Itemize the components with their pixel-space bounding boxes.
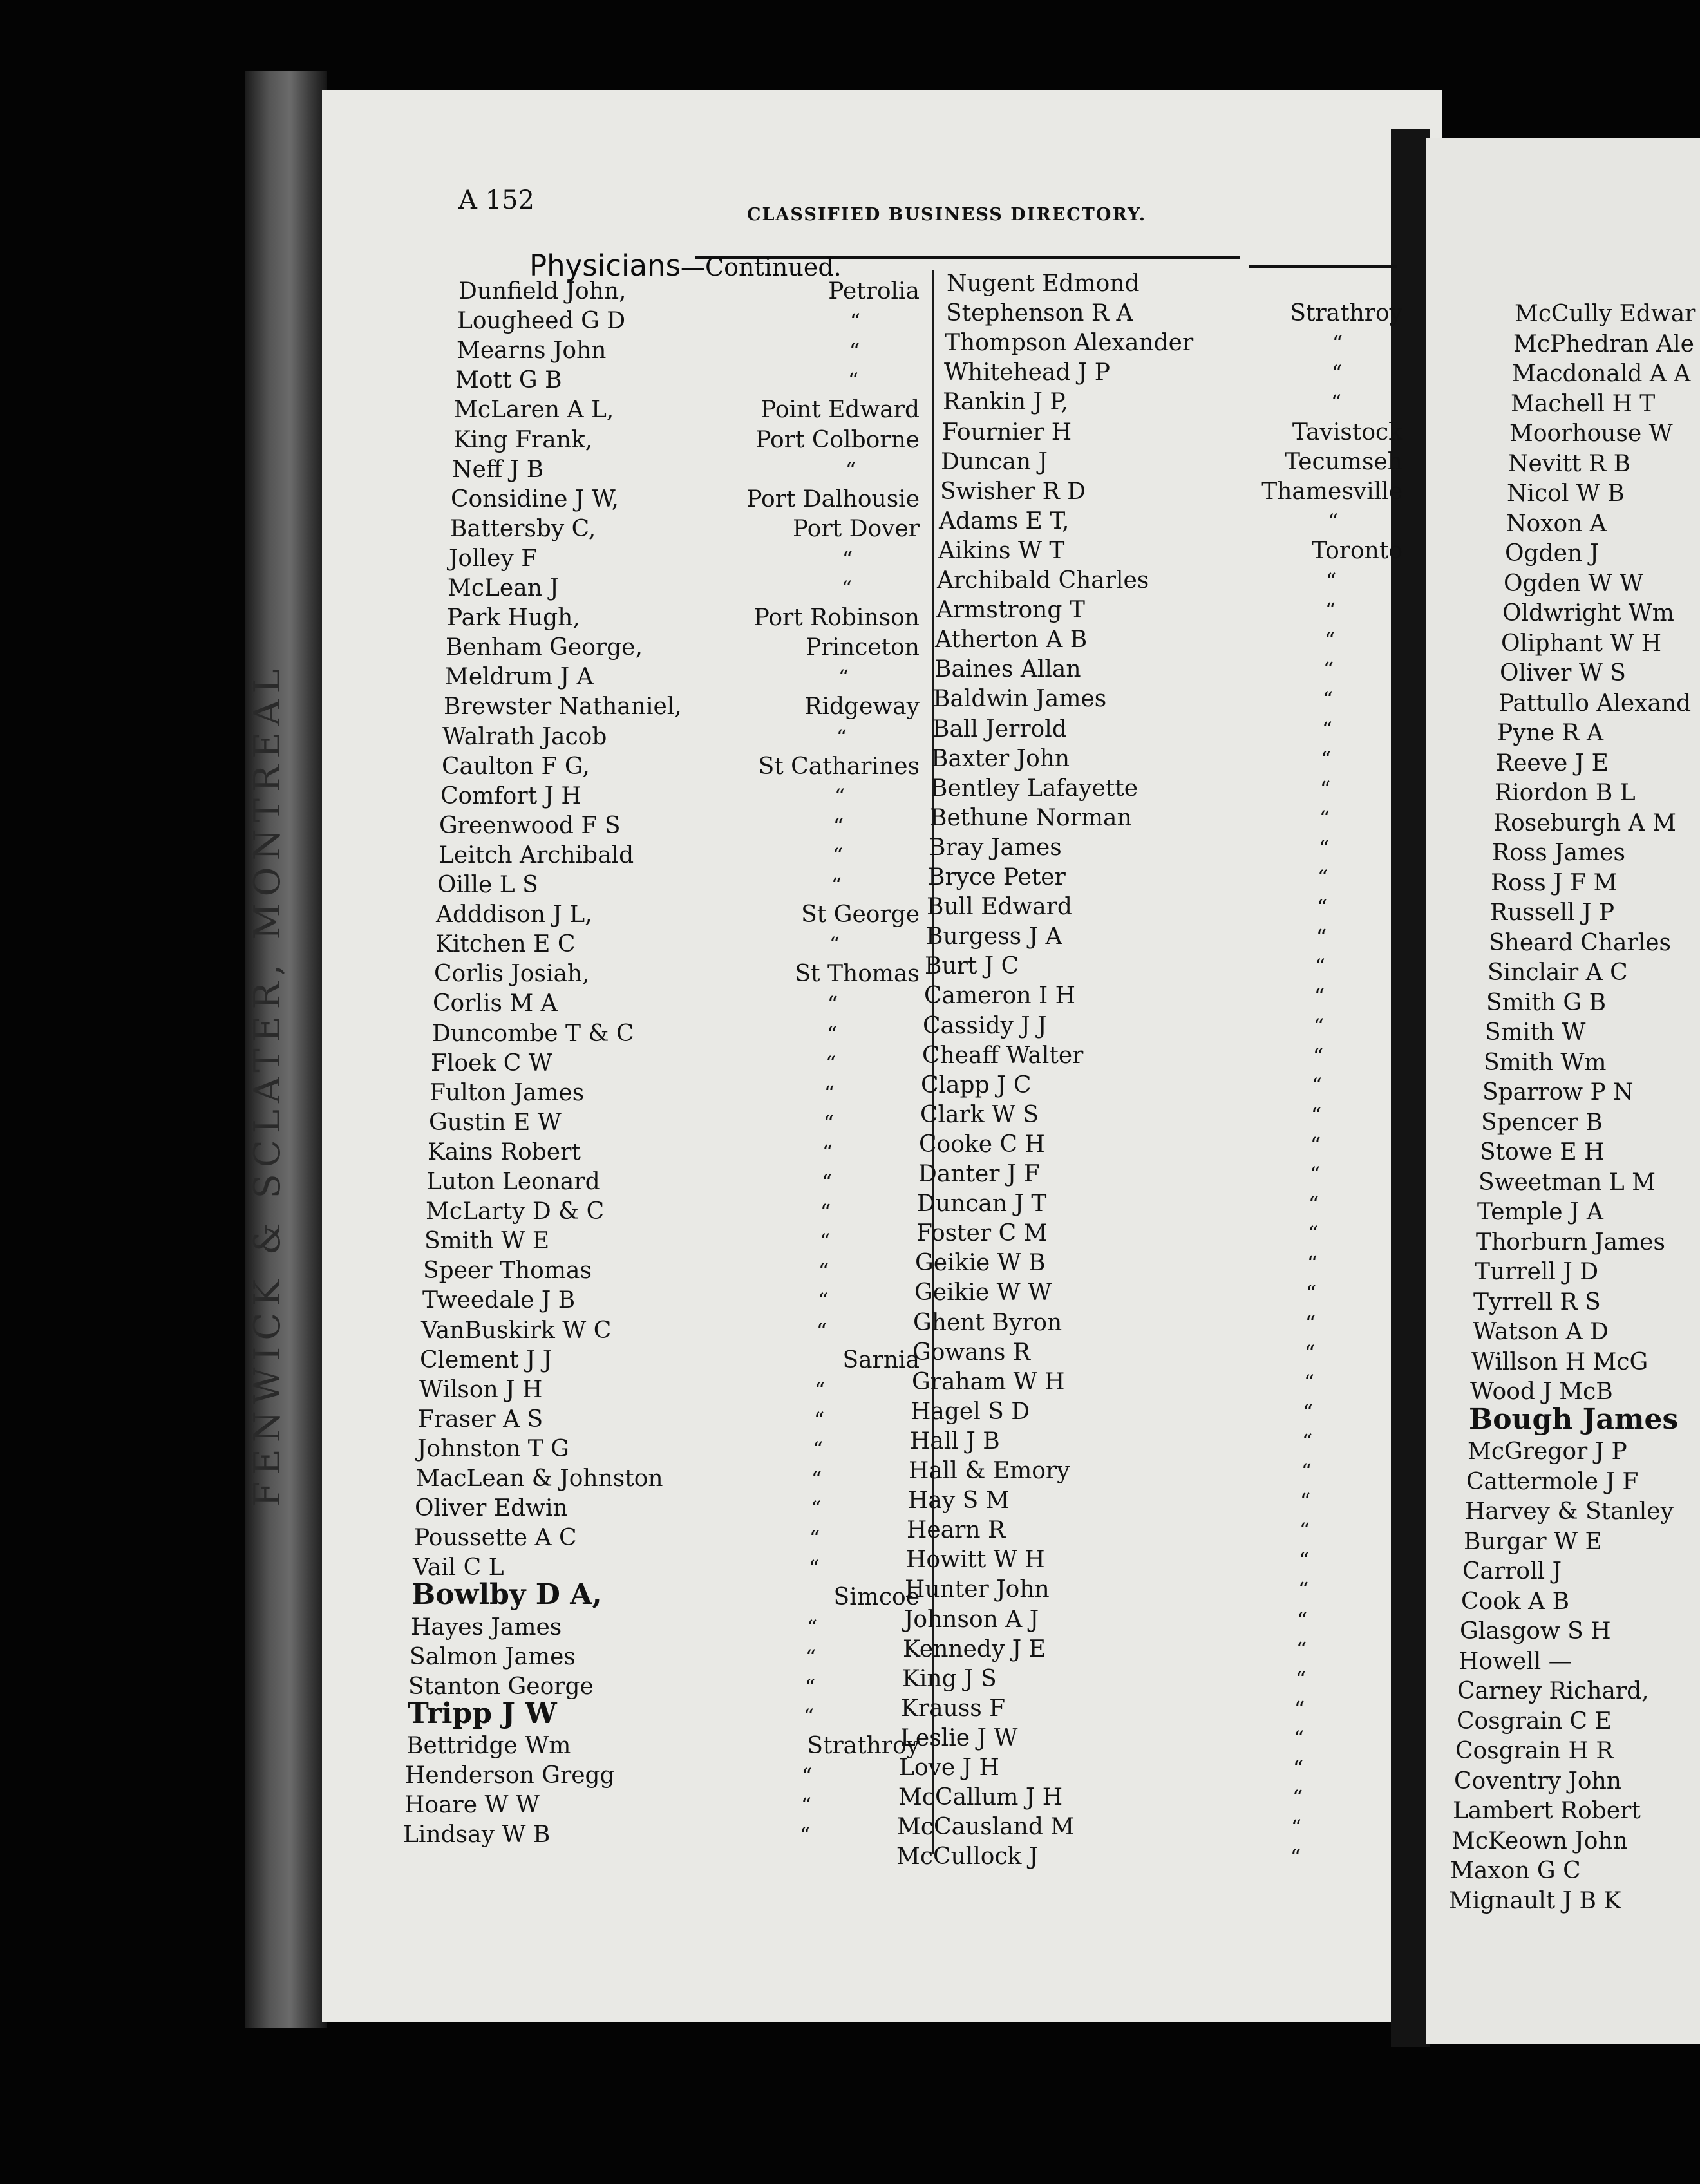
listing-name: Geikie W W — [914, 1279, 1052, 1306]
listing-name: McLarty D & C — [426, 1198, 605, 1225]
ditto-mark: “ — [813, 1407, 825, 1432]
listing-name: Carroll J — [1462, 1558, 1562, 1585]
ditto-mark: “ — [847, 368, 859, 393]
listing-name: Nugent Edmond — [947, 270, 1140, 297]
listing-name: Nicol W B — [1507, 480, 1625, 507]
listing-location: Port Dalhousie — [746, 486, 920, 513]
listing-name: Baines Allan — [934, 656, 1081, 682]
ditto-mark: “ — [1299, 1489, 1311, 1513]
listing-name: Rankin J P, — [943, 389, 1068, 415]
listing-name: Ross J F M — [1491, 870, 1618, 896]
listing-name: Krauss F — [901, 1695, 1006, 1722]
listing-name: Bull Edward — [927, 894, 1072, 920]
ditto-mark: “ — [1322, 687, 1334, 711]
listing-name: Reeve J E — [1496, 750, 1609, 777]
listing-name: Baldwin James — [933, 686, 1107, 712]
listing-name: Cassidy J J — [923, 1013, 1047, 1039]
listing-name: Bryce Peter — [928, 864, 1066, 890]
listing-location: St Catharines — [758, 753, 920, 780]
listing-location: St Thomas — [795, 961, 920, 987]
listing-name: Hunter John — [905, 1576, 1050, 1603]
listing-name: Cooke C H — [919, 1131, 1045, 1158]
listing-name: Bowlby D A, — [411, 1578, 602, 1611]
ditto-mark: “ — [833, 814, 844, 838]
listing-name: Gustin E W — [429, 1109, 562, 1136]
listing-name: Riordon B L — [1495, 780, 1636, 806]
ditto-mark: “ — [1302, 1400, 1314, 1424]
listing-name: Temple J A — [1477, 1199, 1603, 1225]
ditto-mark: “ — [1298, 1577, 1309, 1602]
listing-location: Toronto — [1311, 538, 1402, 564]
listing-name: Oliver W S — [1500, 660, 1626, 686]
listing-name: Hayes James — [411, 1614, 562, 1641]
ditto-mark: “ — [812, 1437, 824, 1462]
listing-name: Sinclair A C — [1488, 959, 1628, 986]
ditto-mark: “ — [801, 1764, 813, 1788]
page-number: A 152 — [458, 185, 534, 215]
listing-location: Princeton — [806, 634, 920, 661]
listing-location: Sarnia — [842, 1347, 920, 1373]
page-header-title: CLASSIFIED BUSINESS DIRECTORY. — [747, 205, 1147, 225]
ditto-mark: “ — [804, 1675, 816, 1699]
ditto-mark: “ — [1293, 1726, 1305, 1751]
listing-location: Port Colborne — [755, 427, 920, 453]
listing-location: Simcoe — [833, 1584, 920, 1610]
listing-name: Archibald Charles — [937, 567, 1149, 594]
listing-name: Russell J P — [1490, 899, 1615, 926]
listing-name: Mott G B — [455, 367, 562, 393]
listing-name: Thorburn James — [1476, 1229, 1665, 1256]
listing-name: Cheaff Walter — [922, 1042, 1084, 1069]
listing-name: Jolley F — [449, 545, 538, 572]
listing-name: Meldrum J A — [445, 664, 594, 690]
ditto-mark: “ — [1314, 984, 1325, 1008]
ditto-mark: “ — [806, 1615, 818, 1640]
listing-location: Thamesville — [1261, 478, 1402, 505]
listing-name: Ghent Byron — [913, 1310, 1062, 1336]
listing-location: Tecumseh — [1285, 449, 1402, 475]
listing-location: Petrolia — [828, 278, 920, 305]
listing-name: Lambert Robert — [1453, 1798, 1641, 1824]
listing-location: Strathroy — [1290, 300, 1402, 326]
listing-name: MacLean & Johnston — [416, 1465, 663, 1492]
listing-name: Greenwood F S — [439, 813, 621, 839]
listing-name: Smith Wm — [1484, 1050, 1607, 1076]
listing-name: Geikie W B — [915, 1250, 1046, 1276]
listing-name: Nevitt R B — [1508, 451, 1631, 477]
listing-name: Clark W S — [920, 1102, 1039, 1128]
header-rule-right — [1249, 265, 1397, 268]
listing-name: McPhedran Ale — [1513, 331, 1694, 357]
ditto-mark: “ — [810, 1496, 822, 1521]
listing-name: Duncan J T — [917, 1191, 1047, 1217]
listing-name: Clement J J — [420, 1347, 552, 1373]
ditto-mark: “ — [823, 1111, 835, 1135]
listing-name: Hay S M — [908, 1487, 1010, 1514]
ditto-mark: “ — [809, 1526, 820, 1550]
listing-name: Tweedale J B — [422, 1287, 576, 1313]
ditto-mark: “ — [1296, 1608, 1308, 1632]
ditto-mark: “ — [1304, 1341, 1316, 1365]
listing-name: Hagel S D — [911, 1398, 1030, 1425]
listing-name: Love J H — [899, 1755, 999, 1781]
ditto-mark: “ — [817, 1288, 829, 1313]
ditto-mark: “ — [1313, 1014, 1325, 1039]
ditto-mark: “ — [841, 576, 853, 601]
listing-name: Battersby C, — [450, 516, 596, 542]
listing-name: Bentley Lafayette — [930, 775, 1138, 802]
listing-name: Howell — — [1459, 1648, 1572, 1675]
ditto-mark: “ — [1305, 1281, 1317, 1305]
ditto-mark: “ — [849, 309, 861, 334]
listing-name: Hall J B — [910, 1428, 1000, 1454]
listing-name: McCullock J — [896, 1843, 1039, 1870]
listing-name: Kennedy J E — [903, 1636, 1046, 1662]
listing-name: Comfort J H — [440, 783, 581, 809]
ditto-mark: “ — [1310, 1133, 1321, 1157]
listing-name: Harvey & Stanley — [1465, 1498, 1674, 1525]
ditto-mark: “ — [1310, 1103, 1322, 1127]
listing-name: Corlis Josiah, — [434, 961, 590, 987]
ditto-mark: “ — [845, 458, 856, 482]
listing-name: Leitch Archibald — [439, 842, 634, 869]
ditto-mark: “ — [1311, 1073, 1323, 1098]
listing-name: Brewster Nathaniel, — [444, 693, 682, 720]
ditto-mark: “ — [824, 1081, 835, 1106]
listing-name: Sparrow P N — [1482, 1079, 1634, 1106]
listing-name: Carney Richard, — [1457, 1678, 1649, 1704]
listing-name: Watson A D — [1473, 1319, 1609, 1345]
listing-name: Mearns John — [457, 337, 607, 364]
ditto-mark: “ — [1321, 717, 1333, 742]
ditto-mark: “ — [1301, 1429, 1313, 1454]
listing-name: Coventry John — [1454, 1768, 1621, 1794]
listing-name: Stowe E H — [1480, 1139, 1605, 1165]
listing-name: Hearn R — [907, 1517, 1006, 1543]
ditto-mark: “ — [1323, 657, 1334, 682]
listing-name: Baxter John — [931, 746, 1070, 772]
listing-name: VanBuskirk W C — [421, 1317, 612, 1344]
listing-name: Walrath Jacob — [442, 724, 607, 750]
listing-name: Johnson A J — [904, 1606, 1039, 1633]
listing-name: Burgess J A — [926, 923, 1062, 950]
ditto-mark: “ — [1298, 1548, 1310, 1572]
listing-name: Foster C M — [916, 1220, 1048, 1247]
listing-name: Atherton A B — [935, 626, 1088, 653]
listing-name: Neff J B — [452, 457, 544, 483]
listing-name: King Frank, — [453, 427, 593, 453]
ditto-mark: “ — [1316, 895, 1328, 919]
listing-name: Kitchen E C — [435, 931, 576, 957]
ditto-mark: “ — [1303, 1370, 1315, 1395]
listing-name: Spencer B — [1481, 1109, 1603, 1136]
listing-name: McCausland M — [897, 1814, 1075, 1840]
ditto-mark: “ — [1318, 836, 1330, 860]
listing-name: Salmon James — [410, 1644, 576, 1670]
section-continued: —Continued. — [681, 253, 842, 281]
listing-name: Bough James — [1469, 1403, 1679, 1436]
listing-name: Graham W H — [912, 1369, 1065, 1395]
ditto-mark: “ — [819, 1229, 831, 1254]
ditto-mark: “ — [1290, 1845, 1301, 1869]
ditto-mark: “ — [1320, 747, 1332, 771]
ditto-mark: “ — [1295, 1667, 1307, 1691]
listing-name: Pattullo Alexand — [1498, 690, 1692, 717]
ditto-mark: “ — [838, 665, 849, 690]
ditto-mark: “ — [805, 1645, 817, 1670]
listing-name: Thompson Alexander — [945, 330, 1194, 356]
ditto-mark: “ — [1307, 1221, 1319, 1246]
listing-name: Ogden J — [1505, 540, 1599, 567]
listing-name: Dunfield John, — [458, 278, 627, 305]
listing-name: Smith W E — [424, 1228, 550, 1254]
ditto-mark: “ — [836, 725, 847, 749]
ditto-mark: “ — [826, 1022, 838, 1046]
listing-name: Corlis M A — [433, 990, 558, 1017]
ditto-mark: “ — [821, 1170, 833, 1194]
listing-name: McLean J — [448, 575, 559, 601]
listing-name: Floek C W — [431, 1050, 552, 1077]
listing-name: Sweetman L M — [1478, 1169, 1656, 1196]
listing-name: Wilson J H — [419, 1377, 543, 1403]
ditto-mark: “ — [825, 1051, 836, 1076]
listing-name: Cook A B — [1461, 1588, 1570, 1615]
listing-name: Oldwright Wm — [1502, 600, 1674, 626]
ditto-mark: “ — [842, 547, 853, 571]
ditto-mark: “ — [1317, 865, 1328, 890]
ditto-mark: “ — [832, 843, 844, 868]
ditto-mark: “ — [814, 1378, 826, 1402]
listing-name: Glasgow S H — [1460, 1618, 1611, 1644]
ditto-mark: “ — [1292, 1785, 1303, 1810]
ditto-mark: “ — [818, 1259, 829, 1283]
listing-name: Swisher R D — [940, 478, 1086, 505]
listing-name: Bray James — [929, 834, 1062, 861]
ditto-mark: “ — [849, 339, 860, 363]
listing-location: Port Robinson — [753, 605, 920, 631]
ditto-mark: “ — [1299, 1518, 1310, 1543]
listing-name: Park Hugh, — [447, 605, 580, 631]
listing-name: Ross James — [1492, 840, 1625, 866]
listing-name: Tripp J W — [408, 1697, 557, 1730]
spine-text: FENWICK & SCLATER, MONTREAL — [247, 663, 288, 1507]
ditto-mark: “ — [1292, 1756, 1304, 1780]
listing-name: Johnston T G — [417, 1436, 569, 1462]
listing-name: Macdonald A A — [1512, 361, 1691, 387]
listing-name: McLaren A L, — [454, 397, 614, 423]
ditto-mark: “ — [1314, 954, 1326, 979]
listing-name: Oille L S — [437, 872, 538, 898]
listing-name: Leslie J W — [900, 1725, 1018, 1751]
ditto-mark: “ — [822, 1140, 833, 1165]
listing-name: Moorhouse W — [1509, 420, 1673, 447]
listing-name: Wood J McB — [1470, 1379, 1613, 1405]
listing-location: Point Edward — [760, 397, 920, 423]
listing-name: Smith G B — [1486, 990, 1607, 1016]
ditto-mark: “ — [1309, 1162, 1321, 1187]
listing-location: Ridgeway — [804, 693, 920, 720]
listing-name: Bethune Norman — [930, 805, 1132, 831]
ditto-mark: “ — [1308, 1192, 1319, 1216]
ditto-mark: “ — [1312, 1044, 1324, 1068]
listing-name: Bettridge Wm — [406, 1733, 571, 1759]
listing-name: Willson H McG — [1471, 1349, 1648, 1375]
listing-name: Cattermole J F — [1466, 1469, 1639, 1495]
ditto-mark: “ — [800, 1793, 812, 1818]
listing-name: Lindsay W B — [403, 1822, 551, 1848]
listing-name: Ball Jerrold — [932, 716, 1067, 742]
listing-name: Cosgrain C E — [1457, 1708, 1612, 1735]
ditto-mark: “ — [1324, 628, 1336, 652]
listing-location: Tavistock — [1292, 419, 1402, 446]
ditto-mark: “ — [799, 1823, 811, 1847]
listing-name: Fulton James — [430, 1080, 585, 1106]
listing-name: Benham George, — [446, 634, 643, 661]
listing-name: Burt J C — [925, 953, 1019, 979]
ditto-mark: “ — [834, 784, 845, 809]
listing-name: Ogden W W — [1504, 570, 1643, 597]
listing-name: McGregor J P — [1468, 1438, 1627, 1465]
listing-name: Hall & Emory — [909, 1458, 1070, 1484]
listing-name: Noxon A — [1506, 511, 1607, 537]
listing-name: Danter J F — [918, 1161, 1040, 1187]
listing-name: Turrell J D — [1475, 1259, 1599, 1285]
listing-name: Tyrrell R S — [1473, 1289, 1601, 1315]
listing-name: Duncombe T & C — [432, 1021, 634, 1047]
ditto-mark: “ — [811, 1467, 822, 1491]
ditto-mark: “ — [820, 1200, 831, 1224]
listing-name: Whitehead J P — [944, 359, 1111, 386]
listing-name: Adddison J L, — [436, 901, 592, 928]
ditto-mark: “ — [808, 1556, 820, 1580]
listing-name: Oliphant W H — [1501, 630, 1662, 657]
section-title: Physicians — [529, 249, 681, 283]
listing-name: Sheard Charles — [1489, 930, 1672, 956]
listing-name: Poussette A C — [414, 1525, 577, 1551]
listing-name: Considine J W, — [451, 486, 619, 513]
listing-name: Mignault J B K — [1449, 1888, 1621, 1914]
listing-name: Luton Leonard — [426, 1169, 600, 1195]
ditto-mark: “ — [1330, 390, 1342, 415]
ditto-mark: “ — [1319, 777, 1331, 801]
listing-name: Armstrong T — [936, 597, 1085, 623]
listing-name: Aikins W T — [938, 538, 1065, 564]
ditto-mark: “ — [1319, 806, 1330, 831]
ditto-mark: “ — [831, 873, 842, 898]
listing-name: Gowans R — [912, 1339, 1030, 1366]
listing-name: Machell H T — [1511, 391, 1656, 417]
ditto-mark: “ — [803, 1704, 815, 1729]
ditto-mark: “ — [1331, 361, 1343, 385]
listing-name: Fournier H — [942, 419, 1072, 446]
listing-name: Fraser A S — [418, 1406, 543, 1433]
ditto-mark: “ — [1325, 598, 1336, 623]
listing-name: Caulton F G, — [442, 753, 590, 780]
listing-name: Clapp J C — [921, 1072, 1032, 1098]
listing-location: Strathroy — [807, 1733, 920, 1759]
ditto-mark: “ — [1305, 1311, 1316, 1335]
listing-name: Stephenson R A — [946, 300, 1133, 326]
ditto-mark: “ — [1325, 569, 1337, 593]
listing-name: Vail C L — [413, 1554, 504, 1581]
page-gutter — [1391, 129, 1430, 2048]
listing-name: Duncan J — [941, 449, 1048, 475]
listing-name: Smith W — [1485, 1019, 1586, 1046]
ditto-mark: “ — [1316, 925, 1327, 949]
listing-location: St George — [801, 901, 920, 928]
listing-name: McCallum J H — [898, 1784, 1063, 1811]
listing-name: Hoare W W — [404, 1792, 540, 1818]
ditto-mark: “ — [816, 1319, 827, 1343]
ditto-mark: “ — [1307, 1251, 1318, 1276]
listing-name: McKeown John — [1451, 1828, 1628, 1854]
ditto-mark: “ — [1290, 1815, 1302, 1840]
ditto-mark: “ — [1327, 509, 1339, 534]
listing-name: Adams E T, — [939, 508, 1070, 534]
listing-location: Port Dover — [793, 516, 920, 542]
listing-name: Henderson Gregg — [405, 1762, 615, 1789]
listing-name: Cameron I H — [924, 983, 1076, 1009]
ditto-mark: “ — [1301, 1459, 1312, 1483]
ditto-mark: “ — [829, 932, 840, 957]
listing-name: Burgar W E — [1464, 1529, 1602, 1555]
listing-name: Kains Robert — [428, 1139, 581, 1165]
listing-name: Stanton George — [408, 1673, 594, 1700]
listing-name: Pyne R A — [1497, 720, 1604, 746]
listing-name: Maxon G C — [1450, 1858, 1581, 1884]
ditto-mark: “ — [1332, 331, 1343, 355]
listing-name: Roseburgh A M — [1493, 810, 1676, 836]
ditto-mark: “ — [827, 992, 838, 1016]
listing-name: Lougheed G D — [457, 308, 626, 334]
listing-name: Speer Thomas — [423, 1257, 592, 1284]
listing-name: McCully Edwar — [1515, 301, 1696, 327]
listing-name: King J S — [902, 1666, 997, 1692]
listing-name: Oliver Edwin — [415, 1495, 568, 1521]
ditto-mark: “ — [1294, 1697, 1305, 1721]
listing-name: Cosgrain H R — [1455, 1738, 1614, 1764]
ditto-mark: “ — [1296, 1637, 1307, 1662]
listing-name: Howitt W H — [906, 1547, 1045, 1573]
